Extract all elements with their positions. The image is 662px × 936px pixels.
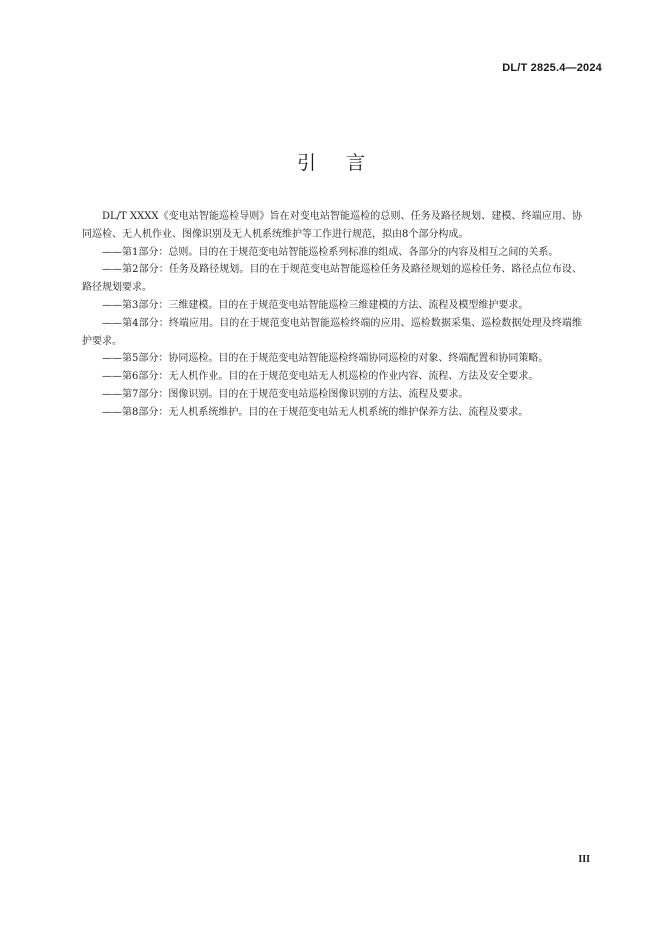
part-item-8: ——第8部分：无人机系统维护。目的在于规范变电站无人机系统的维护保养方法、流程及要求。 [102,406,529,418]
part-item-5: ——第5部分：协同巡检。目的在于规范变电站智能巡检终端协同巡检的对象、终端配置和协同策略。 [102,353,549,365]
intro-paragraph: DL/T XXXX《变电站智能巡检导则》旨在对变电站智能巡检的总则、任务及路径规划、建模、终端应用、协同巡检、无人机作业、图像识别及无人机系统维护等工作进行规范，拟由8个部分构成。 [82,211,582,240]
part-item-7: ——第7部分：图像识别。目的在于规范变电站巡检图像识别的方法、流程及要求。 [102,388,469,400]
page-number: III [578,854,590,865]
page-title: 引言 [296,152,395,174]
part-item-4: ——第4部分：终端应用。目的在于规范变电站智能巡检终端的应用、巡检数据采集、巡检数据处理及终端维护要求。 [82,317,582,347]
standard-code: DL/T 2825.4—2024 [502,62,602,74]
part-item-1: ——第1部分：总则。目的在于规范变电站智能巡检系列标准的组成、各部分的内容及相互之间的关系。 [102,246,559,258]
body-text [82,208,582,422]
part-item-3: ——第3部分：三维建模。目的在于规范变电站智能巡检三维建模的方法、流程及模型维护要求。 [102,299,529,311]
part-item-2: ——第2部分：任务及路径规划。目的在于规范变电站智能巡检任务及路径规划的巡检任务、路径点位布设、路径规划要求。 [82,264,582,294]
part-item-6: ——第6部分：无人机作业。目的在于规范变电站无人机巡检的作业内容、流程、方法及安全要求。 [102,371,539,383]
